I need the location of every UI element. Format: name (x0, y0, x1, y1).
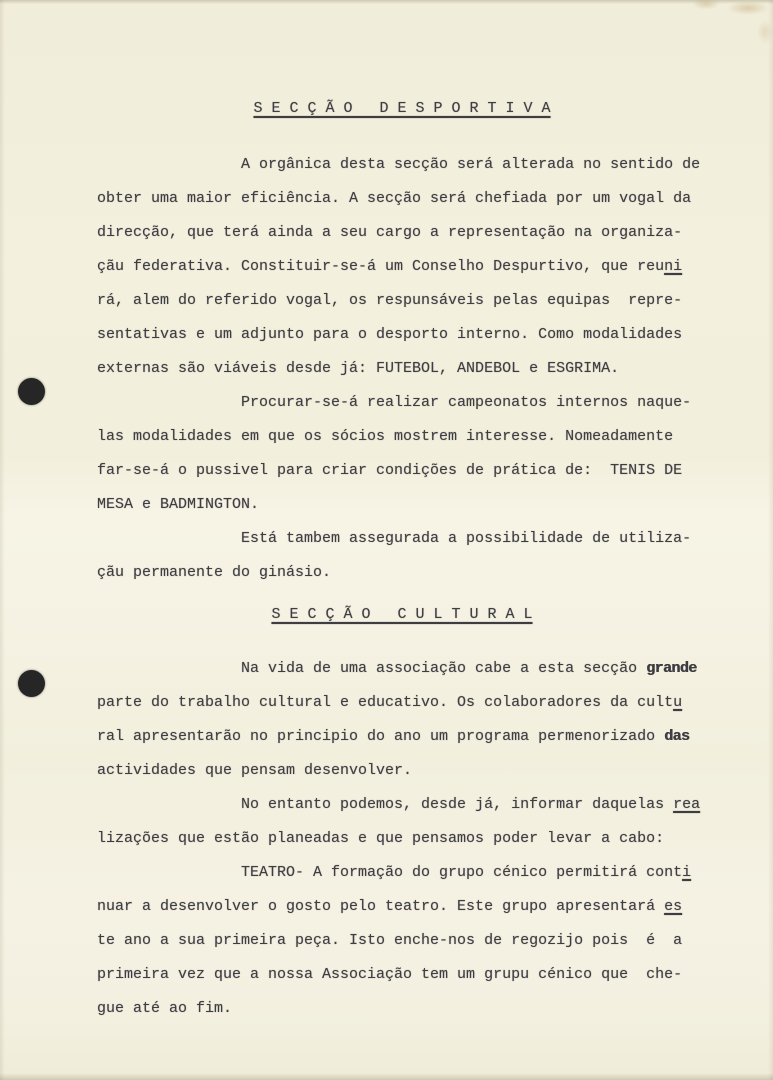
text-line: las modalidades em que os sócios mostrem interesse. Nomeadamente (97, 428, 674, 445)
text-line: çãu permanente do ginásio. (97, 564, 332, 581)
text-line: MESA e BADMINGTON. (97, 496, 260, 513)
paragraph (97, 856, 707, 1026)
text-line: Está tambem assegurada a possibilidade de utiliza- (97, 530, 692, 547)
section-title: S E C Ç Ã O D E S P O R T I V A (253, 100, 551, 117)
text-line: rá, alem do referido vogal, os respunsáveis pelas equipas repre- (97, 292, 683, 309)
text-line: externas são viáveis desde já: FUTEBOL, ANDEBOL e ESGRIMA. (97, 360, 620, 377)
section-title: S E C Ç Ã O C U L T U R A L (271, 606, 533, 623)
text-line: far-se-á o pussivel para criar condições de prática de: TENIS DE (97, 462, 683, 479)
text-line: nuar a desenvolver o gosto pelo teatro. Este grupo apresentará es (97, 898, 683, 915)
paragraph (97, 522, 707, 590)
text-line: sentativas e um adjunto para o desporto interno. Como modalidades (97, 326, 683, 343)
hole-punch-top (18, 378, 45, 405)
text-line: Na vida de uma associação cabe a esta secção grande (97, 660, 697, 677)
text-line: A orgânica desta secção será alterada no sentido de (97, 156, 701, 173)
paragraph (97, 788, 707, 856)
text-line: TEATRO- A formação do grupo cénico permitirá conti (97, 864, 692, 881)
text-line: No entanto podemos, desde já, informar daquelas rea (97, 796, 701, 813)
paragraph (97, 386, 707, 522)
text-line: primeira vez que a nossa Associação tem um grupu cénico que che- (97, 966, 683, 983)
section (97, 604, 707, 1026)
text-line: actividades que pensam desenvolver. (97, 762, 413, 779)
hole-punch-bottom (18, 670, 45, 697)
text-line: obter uma maior eficiência. A secção será chefiada por um vogal da (97, 190, 692, 207)
text-line: Procurar-se-á realizar campeonatos internos naque- (97, 394, 692, 411)
paragraph (97, 148, 707, 386)
text-line: parte do trabalho cultural e educativo. Os colaboradores da cultu (97, 694, 683, 711)
text-line: çãu federativa. Constituir-se-á um Conselho Despurtivo, que reuni (97, 258, 683, 275)
document-body (97, 98, 707, 1026)
text-line: te ano a sua primeira peça. Isto enche-nos de regozijo pois é a (97, 932, 683, 949)
section (97, 98, 707, 590)
paragraph (97, 652, 707, 788)
text-line: gue até ao fim. (97, 1000, 233, 1017)
text-line: lizações que estão planeadas e que pensamos poder levar a cabo: (97, 830, 665, 847)
text-line: direcção, que terá ainda a seu cargo a representação na organiza- (97, 224, 683, 241)
text-line: ral apresentarão no principio do ano um programa permenorizado das (97, 728, 690, 745)
